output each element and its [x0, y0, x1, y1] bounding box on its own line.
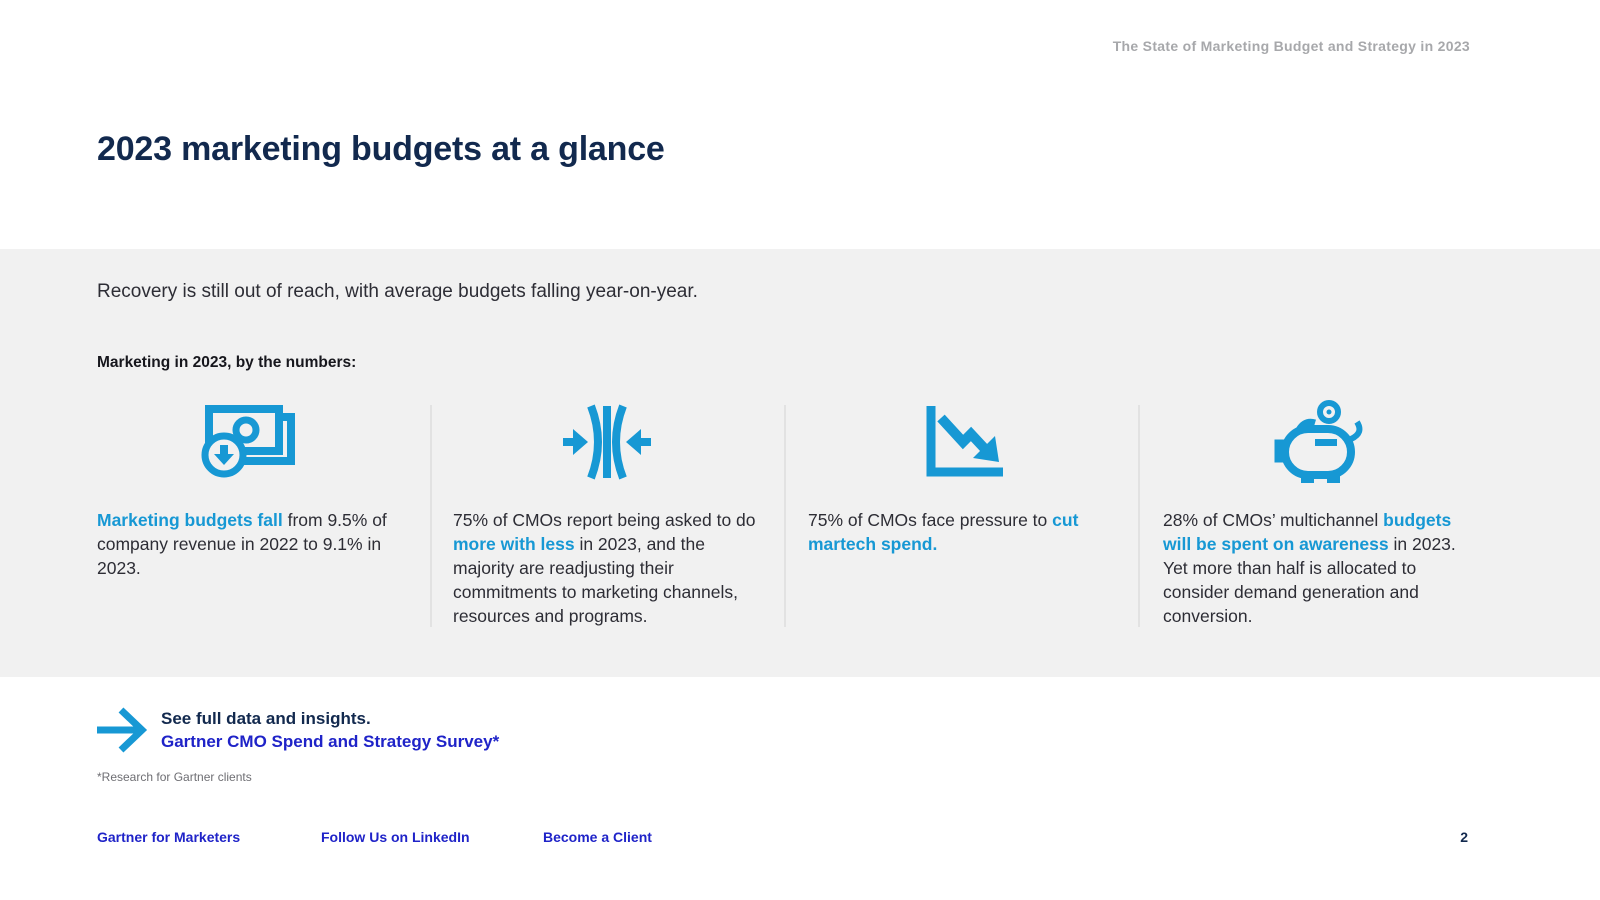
footnote: *Research for Gartner clients	[97, 770, 252, 784]
column-divider	[430, 405, 432, 627]
stat-text	[808, 508, 1115, 556]
stat-column-budgets-fall	[97, 402, 404, 580]
subtitle: Recovery is still out of reach, with average budgets falling year-on-year.	[97, 281, 698, 302]
stat-highlight: cut martech spend.	[808, 510, 1079, 554]
stat-text	[1163, 508, 1470, 628]
declining-chart-icon	[808, 402, 1115, 482]
stat-rest: in 2023, and the majority are readjusting their commitments to marketing channels, resources and programs.	[453, 534, 738, 626]
stat-lead: 75% of CMOs face pressure to	[808, 510, 1053, 530]
stat-highlight: Marketing budgets fall	[97, 510, 283, 530]
column-divider	[784, 405, 786, 627]
section-label: Marketing in 2023, by the numbers:	[97, 354, 357, 371]
compress-icon	[453, 402, 760, 482]
piggy-bank-icon	[1163, 402, 1470, 482]
stat-column-cut-martech	[808, 402, 1115, 556]
stat-highlight: budgets will be spent on awareness	[1163, 510, 1452, 554]
stat-column-more-with-less	[453, 402, 760, 628]
page-number: 2	[1460, 829, 1468, 845]
stat-highlight: more with less	[453, 534, 575, 554]
cta-heading: See full data and insights.	[161, 709, 371, 728]
stat-lead: 75% of CMOs report being asked to do	[453, 510, 756, 530]
stat-column-awareness-budgets	[1163, 402, 1470, 628]
stat-text	[97, 508, 404, 580]
stat-lead: 28% of CMOs’ multichannel	[1163, 510, 1384, 530]
survey-cta[interactable]	[97, 705, 499, 755]
cash-decline-icon	[97, 402, 404, 482]
stat-rest: from 9.5% of company revenue in 2022 to 9.1% in 2023.	[97, 510, 387, 578]
survey-link[interactable]: Gartner CMO Spend and Strategy Survey*	[161, 732, 500, 751]
footer-link-follow-linkedin[interactable]: Follow Us on LinkedIn	[321, 829, 470, 845]
right-arrow-icon	[97, 705, 149, 755]
footer-link-gartner-for-marketers[interactable]: Gartner for Marketers	[97, 829, 241, 845]
stat-text	[453, 508, 760, 628]
footer-link-become-a-client[interactable]: Become a Client	[543, 829, 652, 845]
page-title: 2023 marketing budgets at a glance	[97, 130, 665, 168]
column-divider	[1138, 405, 1140, 627]
report-header-title: The State of Marketing Budget and Strategy in 2023	[1112, 38, 1470, 54]
stat-rest: in 2023. Yet more than half is allocated to consider demand generation and conversion.	[1163, 534, 1456, 626]
